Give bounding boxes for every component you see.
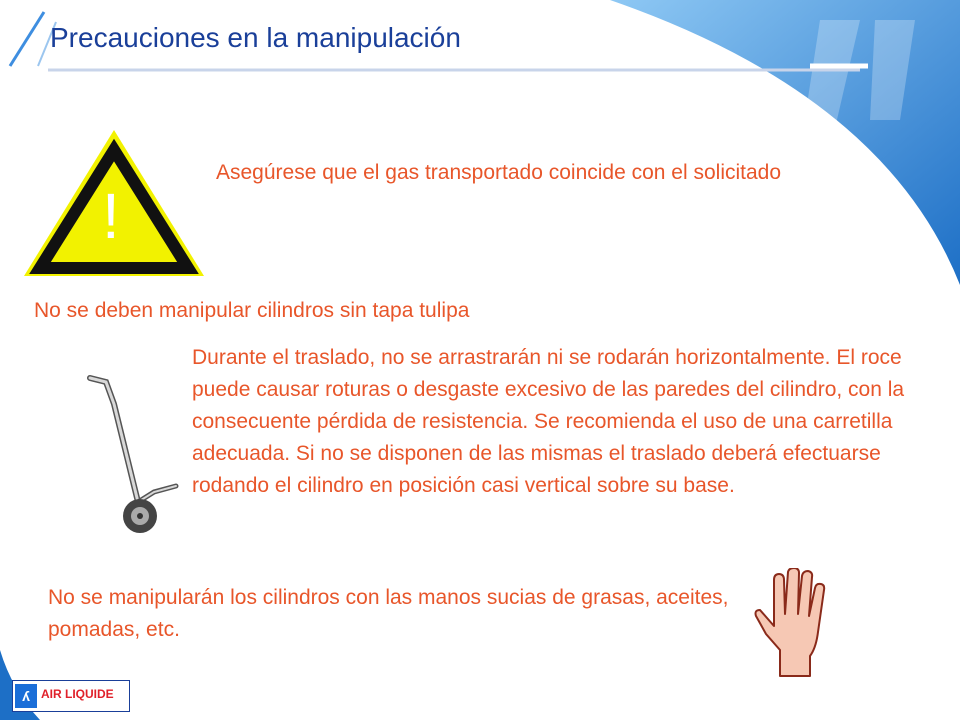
hand-icon xyxy=(752,568,842,685)
warning-exclamation: ! xyxy=(102,180,120,252)
gas-check-text: Asegúrese que el gas transportado coincide con el solicitado xyxy=(216,161,782,184)
page-title: Precauciones en la manipulación xyxy=(50,22,461,53)
title-slash-1 xyxy=(10,12,44,66)
dirty-hands-text: No se manipularán los cilindros con las manos sucias de grasas, aceites, pomadas, etc. xyxy=(48,586,729,641)
logo-text: AIR LIQUIDE xyxy=(41,687,114,701)
air-liquide-logo xyxy=(12,680,130,712)
hand-truck-icon xyxy=(84,370,184,545)
tulip-cap-text: No se deben manipular cilindros sin tapa tulipa xyxy=(34,299,470,322)
transport-text: Durante el traslado, no se arrastrarán ni se rodarán horizontalmente. El roce puede causar roturas o desgaste excesivo de las paredes del cilindro, con la consecuente pérdida de resistencia. Se recomienda el uso de una carretilla adecuada. Si no se disponen de las mismas el traslado deberá efectuarse rodando el cilindro en posición casi vertical sobre su base. xyxy=(192,346,905,497)
warning-triangle-icon xyxy=(22,128,206,283)
logo-mark: ʎ xyxy=(15,684,37,708)
